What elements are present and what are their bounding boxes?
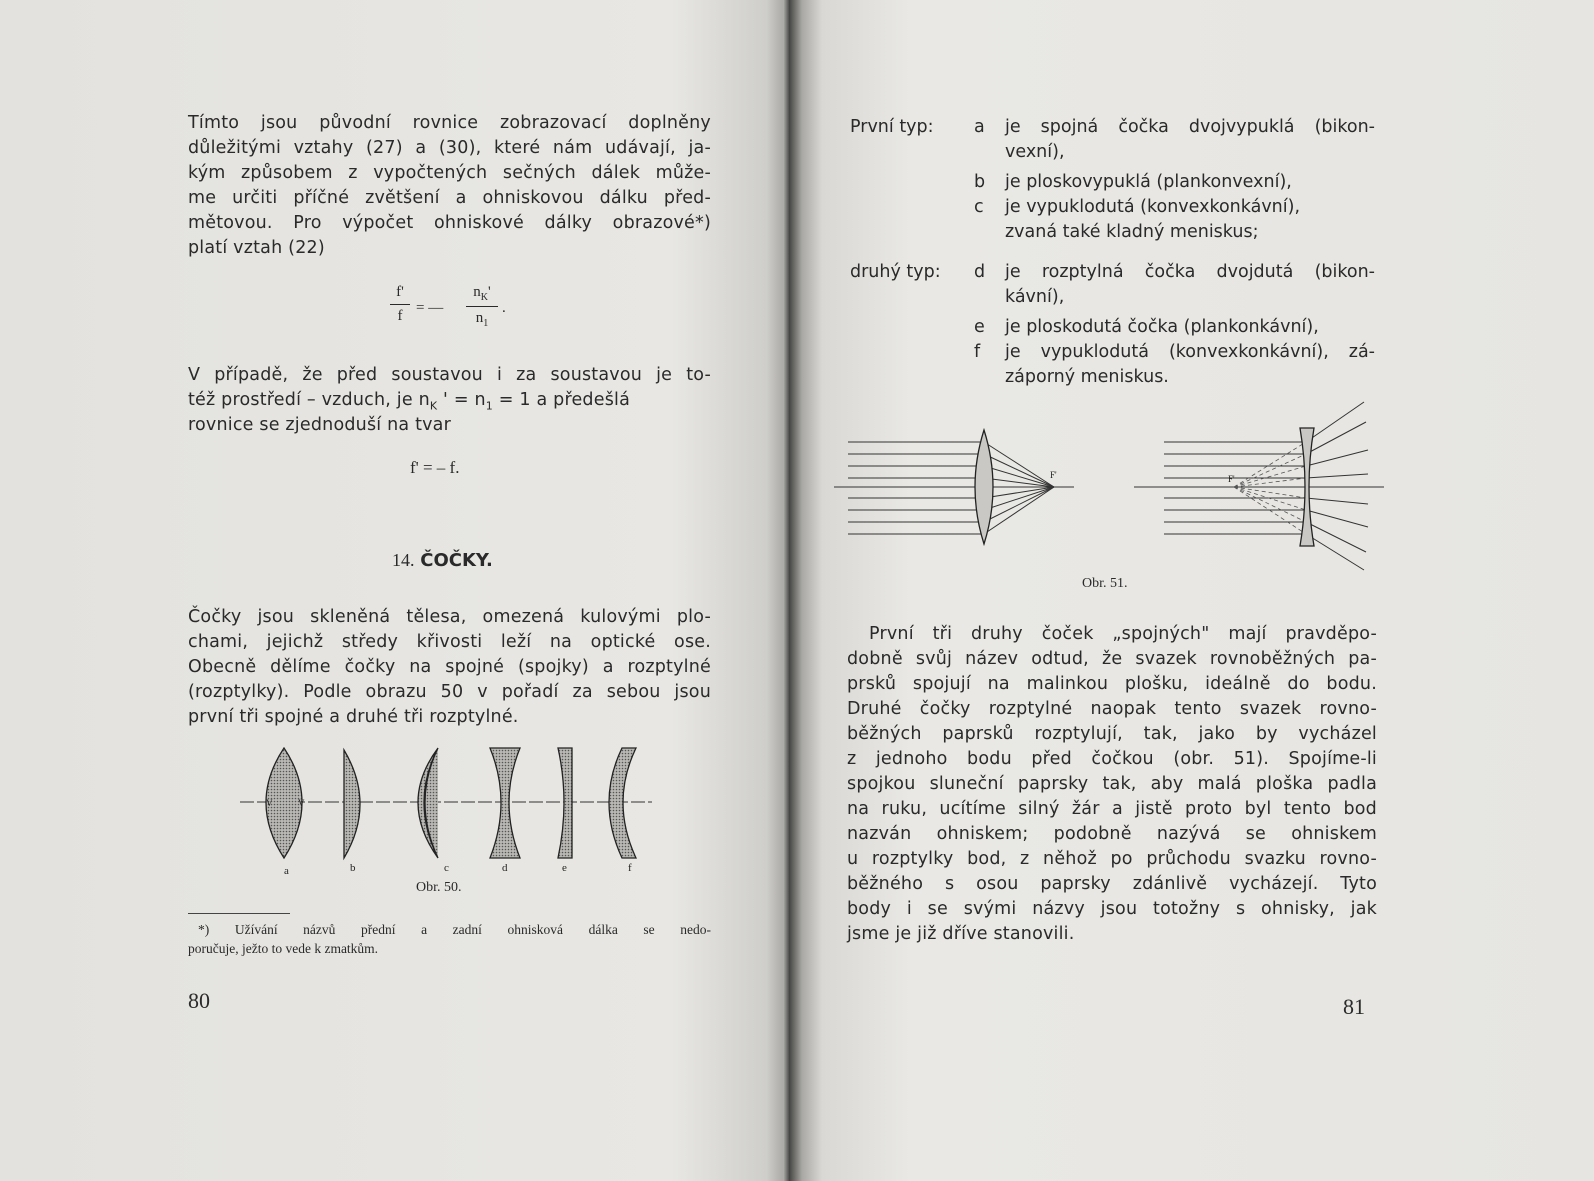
numerator: $n_K'$ [473,284,491,303]
formula-focal-ratio [380,284,510,344]
formula-simplified: f' = – f. [410,458,460,477]
focus-label-2: F' [1228,474,1235,484]
text-line: na ruku, ucítíme silný žár a jistě proto byl tento bod [847,799,1377,819]
type-desc-f: je vypuklodutá (konvexkonkávní), zá- záporný meniskus. [1005,342,1375,387]
lens-label-c: c [444,862,449,874]
text-line: Obecně dělíme čočky na spojné (spojky) a rozptylné [188,657,711,677]
paragraph-lenses [188,605,711,705]
type-letter-f: f [974,342,981,362]
paragraph-intro [188,111,711,236]
type-letter-a: a [974,117,985,137]
converging-lens [975,430,993,544]
denominator: f [397,308,403,324]
text-line: u rozptylky bod, z něhož po průchodu svazku rovno- [847,849,1377,869]
footnote [188,920,711,958]
numerator: f' [396,284,404,300]
text-line: nazván ohniskem; podobně nazývá se ohniskem [847,824,1377,844]
paragraph-air [188,363,711,388]
vertex-label-1: V [266,798,273,808]
type-letter-c: c [974,197,984,217]
text-line: Tímto jsou původní rovnice zobrazovací doplněny [188,113,711,133]
type-letter-d: d [974,262,986,282]
type-desc-b: je ploskovypuklá (plankonvexní), [1005,172,1292,192]
text-line: Druhé čočky rozptylné naopak tento svazek rovno- [847,699,1377,719]
lens-b-planoconvex [344,750,360,858]
text-line: rovnice se zjednoduší na tvar [188,415,452,435]
type-desc-e: je ploskodutá čočka (plankonkávní), [1005,317,1319,337]
page-number-right: 81 [1343,994,1365,1019]
text-line: prsků spojují na malinkou plošku, ideálně do bodu. [847,674,1377,694]
fraction-bar [466,306,498,307]
text-line: též prostředí – vzduch, je $n_K$ ' = $n_1 = 1$ a předešlá [188,390,631,413]
figure-51-ray-diagram [834,412,1394,582]
text-line: první tři spojné a druhé tři rozptylné. [188,707,519,727]
page-number-left: 80 [188,988,210,1013]
lens-label-f: f [628,862,632,874]
type-letter-b: b [974,172,986,192]
text-line: spojkou sluneční paprsky tak, aby malá ploška padla [847,774,1377,794]
left-page [0,0,790,1181]
text-line: z jednoho bodu před čočkou (obr. 51). Spojíme-li [847,749,1377,769]
focus-label-1: F' [1050,470,1057,480]
lens-label-a: a [284,865,289,877]
type-desc-d: je rozptylná čočka dvojdutá (bikon- kávní), [1005,262,1375,307]
formula-end: . [502,300,506,316]
text-line: (rozptylky). Podle obrazu 50 v pořadí za sebou jsou [188,682,711,702]
lens-e-planoconcave [558,748,572,858]
heading-title: ČOČKY. [420,550,493,571]
type-desc-c: je vypuklodutá (konvexkonkávní), zvaná také kladný meniskus; [1005,197,1301,242]
lens-type-list [850,115,1410,405]
text-line: kým způsobem z vypočtených sečných dálek může- [188,163,711,183]
heading-number: 14. [392,550,415,570]
fraction-left [390,284,410,325]
text-line: běžných paprsků rozptylují, tak, jako by vycházel [847,724,1377,744]
fraction-right [466,284,498,329]
text-line: Čočky jsou skleněná tělesa, omezená kulovými plo- [188,607,711,627]
fraction-bar [390,304,410,305]
lens-label-b: b [350,862,356,874]
text-line: První tři druhy čoček „spojných" mají pravděpo- [869,624,1377,644]
type-heading-first: První typ: [850,117,934,137]
text-line: dobně svůj název odtud, že svazek rovnoběžných pa- [847,649,1377,669]
denominator: $n_1$ [475,310,489,329]
text-line: chami, jejichž středy křivosti leží na optické ose. [188,632,711,652]
text-line: me určiti příčné zvětšení a ohniskovou dálku před- [188,188,711,208]
type-letter-e: e [974,317,985,337]
footnote-rule [188,913,290,914]
text-line: běžného s osou paprsky zdánlivě vycházejí. Tyto [847,874,1377,894]
equals-minus: = — [416,300,444,316]
virtual-rays [1234,442,1306,534]
text-line: mětovou. Pro výpočet ohniskové dálky obrazové*) [188,213,711,233]
vertex-label-2: V [298,798,305,808]
lens-d-biconcave [490,748,520,858]
figure-50-caption: Obr. 50. [416,880,462,895]
lens-c-positive-meniscus [418,748,438,858]
lens-label-d: d [502,862,508,874]
type-heading-second: druhý typ: [850,262,941,282]
text-line: platí vztah (22) [188,238,325,258]
converging-rays [834,442,1074,534]
paragraph-names [847,622,1377,922]
text-line: V případě, že před soustavou i za soustavou je to- [188,365,711,385]
text-line: body i se svými názvy jsou totožny s ohnisky, jak [847,899,1377,919]
footnote-line: *) Užívání názvů přední a zadní ohnisková dálka se nedo- [198,922,711,937]
section-heading [392,550,493,571]
type-desc-a: je spojná čočka dvojvypuklá (bikon- vexní), [1005,117,1375,162]
text-line: jsme je již dříve stanovili. [847,924,1075,944]
lens-f-negative-meniscus [609,748,636,858]
diverging-rays [1134,402,1384,570]
text-line: důležitými vztahy (27) a (30), které nám udávají, ja- [188,138,711,158]
figure-50-lens-types [240,740,660,880]
figure-51-caption: Obr. 51. [1082,576,1128,591]
right-page [790,0,1594,1181]
lens-label-e: e [562,862,567,874]
footnote-line: poručuje, ježto to vede k zmatkům. [188,941,379,956]
